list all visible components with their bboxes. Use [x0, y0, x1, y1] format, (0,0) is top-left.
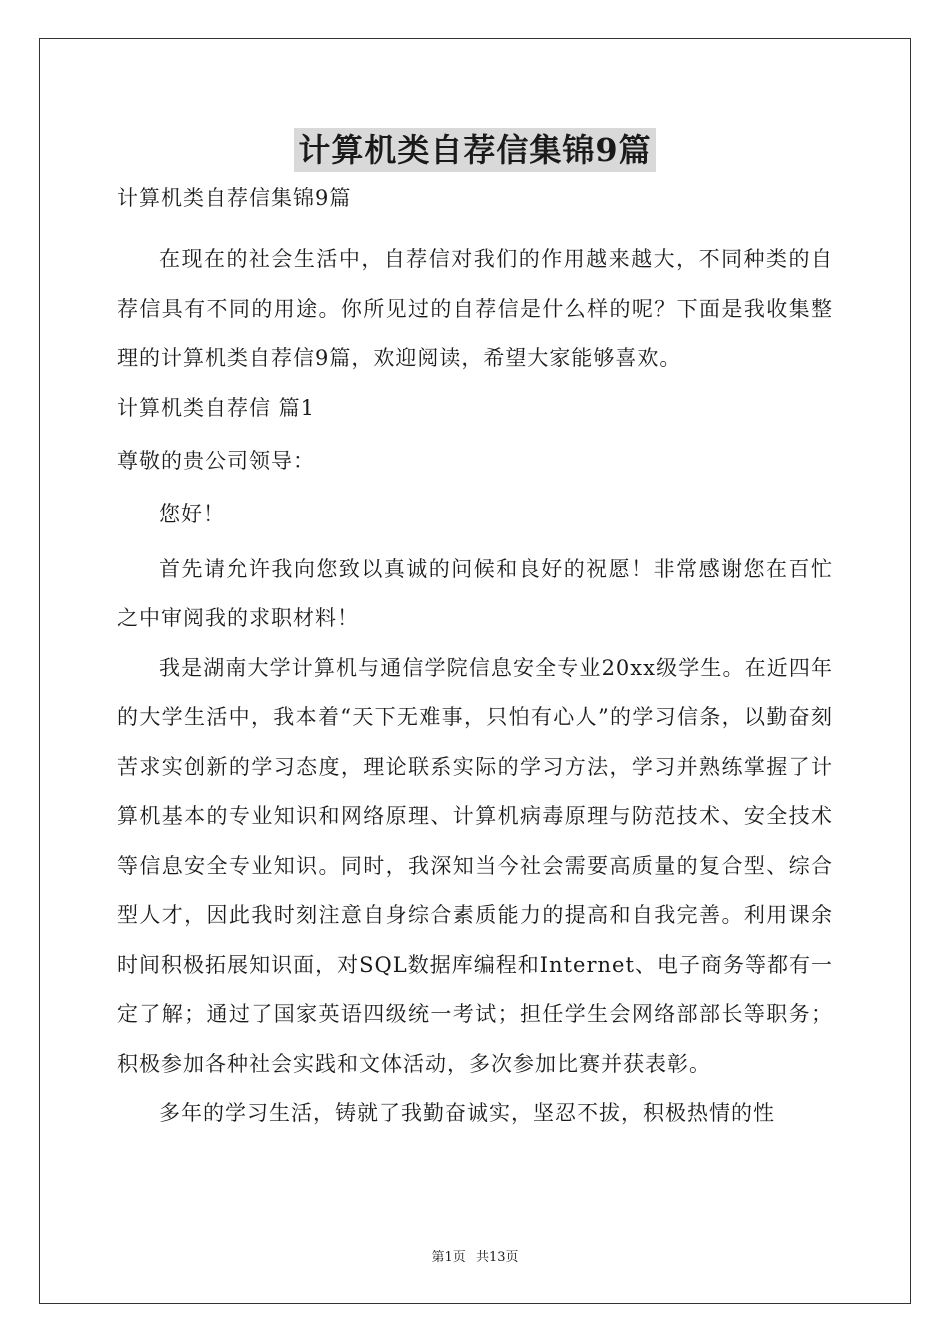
document-body	[117, 182, 833, 1139]
document-title-text: 计算机类自荐信集锦9篇	[294, 128, 655, 172]
page-total: 共13页	[475, 1250, 519, 1265]
page-number: 第1页	[431, 1250, 466, 1265]
greeting: 您好！	[159, 501, 225, 526]
page-footer	[0, 1246, 950, 1265]
body-paragraph-2: 我是湖南大学计算机与通信学院信息安全专业20xx级学生。在近四年的大学生活中，我本着“天下无难事，只怕有心人”的学习信条，以勤奋刻苦求实创新的学习态度，理论联系实际的学习方法，学习并熟练掌握了计算机基本的专业知识和网络原理、计算机病毒原理与防范技术、安全技术等信息安全专业知识。同时，我深知当今社会需要高质量的复合型、综合型人才，因此我时刻注意自身综合素质能力的提高和自我完善。利用课余时间积极拓展知识面，对SQL数据库编程和Internet、电子商务等都有一定了解；通过了国家英语四级统一考试；担任学生会网络部部长等职务；积极参加各种社会实践和文体活动，多次参加比赛并获表彰。	[117, 655, 833, 1076]
intro-paragraph: 在现在的社会生活中，自荐信对我们的作用越来越大，不同种类的自荐信具有不同的用途。你所见过的自荐信是什么样的呢？下面是我收集整理的计算机类自荐信9篇，欢迎阅读，希望大家能够喜欢。	[117, 247, 833, 370]
body-paragraph-1: 首先请允许我向您致以真诚的问候和良好的祝愿！非常感谢您在百忙之中审阅我的求职材料！	[117, 556, 833, 630]
salutation: 尊敬的贵公司领导：	[117, 448, 315, 473]
body-paragraph-3: 多年的学习生活，铸就了我勤奋诚实，坚忍不拔，积极热情的性	[159, 1101, 775, 1125]
section-heading: 计算机类自荐信 篇1	[117, 395, 316, 420]
subtitle-line: 计算机类自荐信集锦9篇	[117, 186, 352, 210]
document-title	[0, 128, 950, 172]
